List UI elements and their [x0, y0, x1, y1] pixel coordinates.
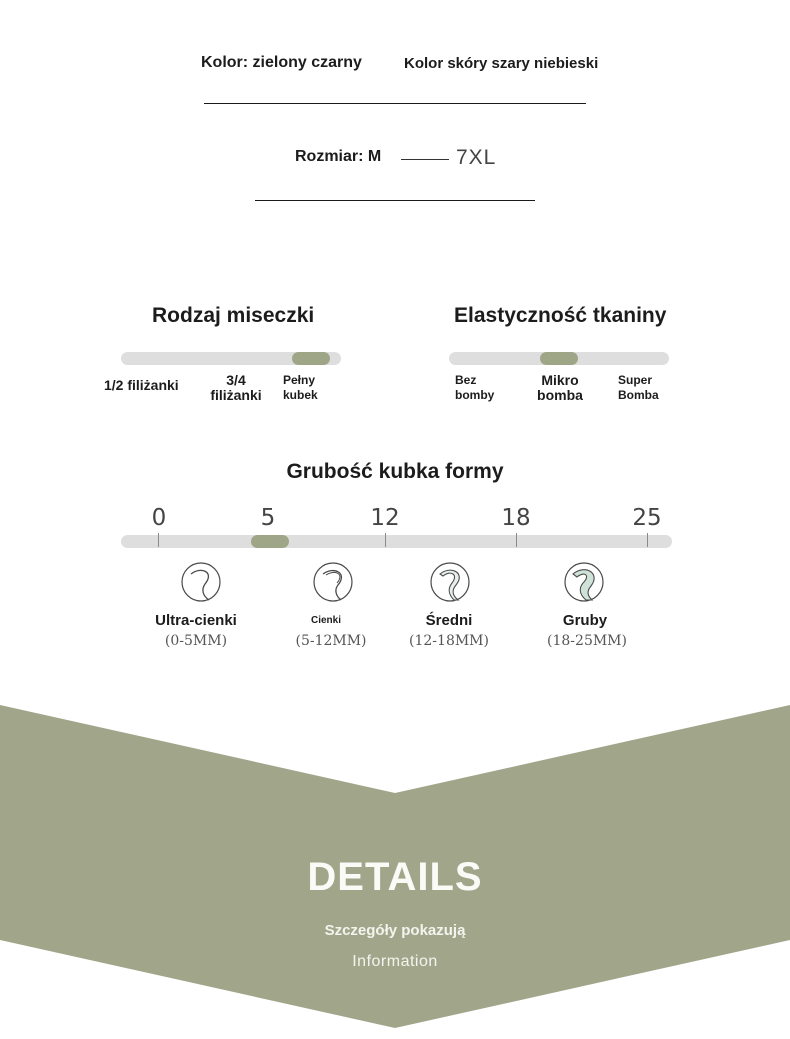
thickness-tick-0: 0 [151, 505, 167, 531]
thickness-title: Grubość kubka formy [286, 460, 504, 483]
size-label: Rozmiar: M [295, 148, 382, 165]
cup-option-full[interactable]: Pełny kubek [283, 373, 318, 402]
thickness-tick-25: 25 [632, 505, 662, 531]
details-info: Information [352, 953, 438, 970]
color-label: Kolor: zielony czarny [201, 54, 362, 71]
thickness-tick-12: 12 [370, 505, 400, 531]
elasticity-title: Elastyczność tkaniny [454, 304, 667, 327]
cup-type-title: Rodzaj miseczki [152, 304, 315, 327]
thickness-tick-5: 5 [260, 505, 276, 531]
cup-option-three-quarter[interactable]: 3/4 filiżanki [210, 372, 262, 403]
details-subtitle: Szczegóły pokazują [324, 922, 466, 939]
thickness-level-range: (12-18MM) [409, 633, 489, 649]
skin-color-label: Kolor skóry szary niebieski [404, 55, 599, 72]
elasticity-option-super[interactable]: Super Bomba [618, 373, 659, 402]
elasticity-option-none[interactable]: Bez bomby [455, 373, 495, 402]
thickness-level-name: Średni [425, 612, 473, 629]
details-title: DETAILS [307, 855, 483, 899]
thickness-level-name: Ultra-cienki [155, 612, 237, 629]
thickness-level-range: (0-5MM) [164, 633, 228, 649]
thickness-tick-18: 18 [501, 505, 531, 531]
cup-option-half[interactable]: 1/2 filiżanki [104, 377, 179, 393]
elasticity-option-micro[interactable]: Mikro bomba [537, 372, 583, 403]
thickness-level-range: (18-25MM) [547, 633, 627, 649]
thickness-level-name: Cienki [310, 615, 342, 626]
size-max: 7XL [456, 146, 497, 169]
thickness-level-name: Gruby [562, 612, 608, 629]
thickness-level-range: (5-12MM) [295, 633, 367, 649]
